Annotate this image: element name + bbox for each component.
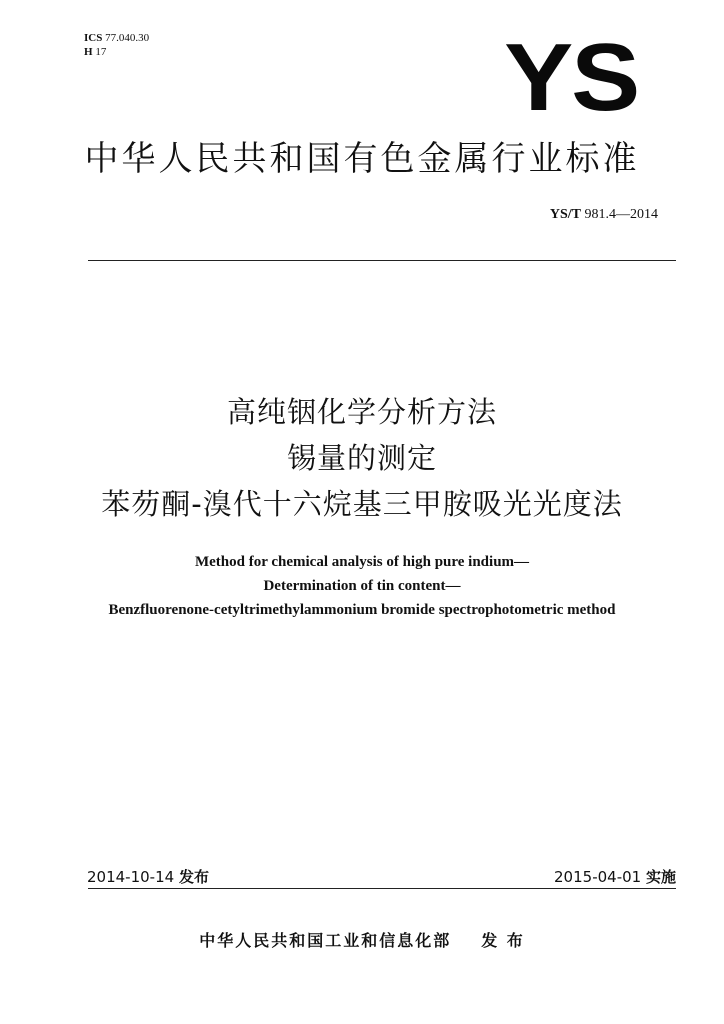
issue-date-label: 发布 <box>178 868 209 886</box>
issue-date <box>87 866 209 887</box>
classification-value: 17 <box>95 46 107 58</box>
ics-code-block <box>84 31 149 59</box>
standard-number-value: 981.4—2014 <box>584 207 658 222</box>
implement-date-value: 2015-04-01 <box>554 868 642 886</box>
english-title-line-2: Determination of tin content— <box>263 578 461 594</box>
title-line-2: 锡量的测定 <box>286 441 437 475</box>
standard-number-prefix: YS/T <box>549 207 581 222</box>
standard-name: 中华人民共和国有色金属行业标准 <box>84 139 640 179</box>
english-title-line-1: Method for chemical analysis of high pure indium— <box>194 554 530 570</box>
implement-date <box>554 866 676 887</box>
implement-date-label: 实施 <box>645 868 676 886</box>
issuer-name: 中华人民共和国工业和信息化部 <box>199 931 452 950</box>
ys-logo: YS <box>504 24 638 131</box>
title-line-1: 高纯铟化学分析方法 <box>226 395 497 429</box>
ics-label: ICS <box>84 32 103 44</box>
english-title-line-3: Benzfluorenone-cetyltrimethylammonium bromide spectrophotometric method <box>108 602 616 618</box>
issue-date-value: 2014-10-14 <box>87 868 175 886</box>
ics-line <box>84 31 149 45</box>
issuer <box>0 928 724 951</box>
title-line-3: 苯芴酮-溴代十六烷基三甲胺吸光光度法 <box>101 487 623 521</box>
standard-number <box>550 207 658 223</box>
classification-label: H <box>84 46 93 58</box>
top-divider <box>88 260 676 261</box>
bottom-divider <box>88 888 676 889</box>
ics-value: 77.040.30 <box>105 32 150 44</box>
issuer-action: 发 布 <box>481 931 525 950</box>
classification-line <box>84 45 149 59</box>
